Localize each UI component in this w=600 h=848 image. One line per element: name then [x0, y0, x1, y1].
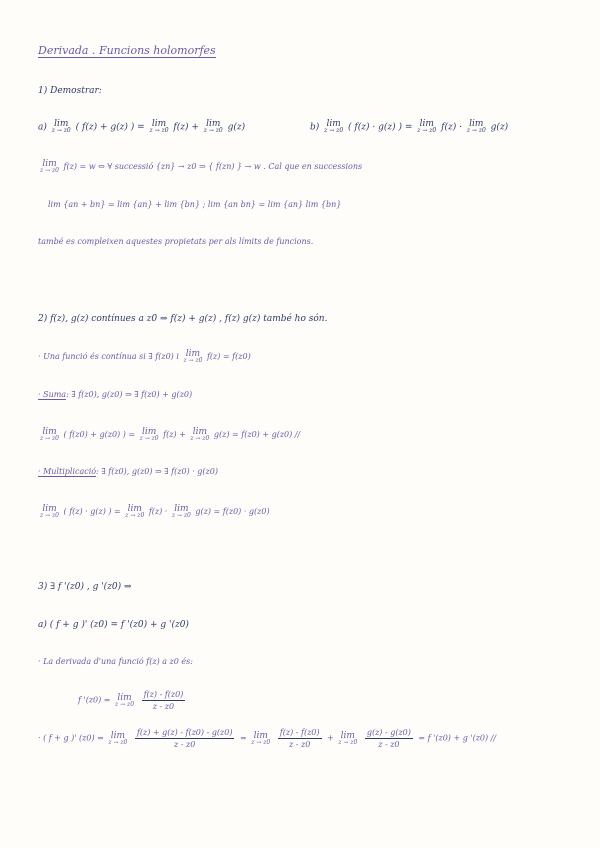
sum-lim-end: g(z) = f(z0) + g(z0) // [213, 429, 301, 439]
limit-symbol: lim z → z0 [203, 119, 223, 135]
final-plus: + [327, 733, 334, 743]
mul-lim-lhs: ( f(z) · g(z) ) = [63, 506, 121, 516]
sum-label: · Suma [38, 390, 67, 399]
s2-mul-limit [38, 505, 270, 518]
limit-symbol: lim z → z0 [149, 119, 169, 135]
limit-symbol: lim z → z0 [139, 427, 159, 443]
s3-derivative-formula [78, 690, 188, 711]
s2-def-end: f(z) = f(z0) [206, 351, 251, 361]
s1-part-a [38, 120, 245, 133]
s1-b-g: g(z) [490, 122, 509, 133]
limit-symbol: lim z → z0 [40, 504, 59, 520]
s1-b-f: f(z) · [441, 122, 462, 133]
s1-b-label: b) [310, 122, 320, 133]
limit-symbol: lim z → z0 [40, 159, 59, 175]
limit-symbol: lim z → z0 [171, 504, 191, 520]
limit-symbol: lim z → z0 [338, 730, 358, 746]
s2-def-start: · Una funció és contínua si ∃ f(z0) i [38, 351, 179, 361]
mul-lim-end: g(z) = f(z0) · g(z0) [195, 506, 270, 516]
page-title [38, 44, 216, 57]
s1-part-b [310, 120, 508, 133]
limit-symbol: lim z → z0 [108, 730, 128, 746]
limit-symbol: lim z → z0 [324, 119, 344, 135]
section-2-heading: 2) f(z), g(z) contínues a z0 ⇒ f(z) + g(z) , f(z) g(z) també ho són. [38, 314, 328, 324]
s2-sum-limit [38, 428, 300, 441]
s1-a-lhs: ( f(z) + g(z) ) = [75, 122, 145, 133]
limit-symbol: lim z → z0 [51, 119, 71, 135]
final-fraction-3: $\frac{g(z) - g(z0)}{z - z0}$ [366, 728, 411, 749]
limit-symbol: lim z → z0 [125, 504, 145, 520]
section-3-heading: 3) ∃ f '(z0) , g '(z0) ⇒ [38, 582, 132, 592]
limit-symbol: lim z → z0 [183, 349, 203, 365]
limit-symbol: lim z → z0 [417, 119, 437, 135]
s1-limit-definition [38, 160, 362, 173]
s1-a-f: f(z) + [173, 122, 199, 133]
s2-continuity-def [38, 350, 251, 363]
limit-symbol: lim z → z0 [466, 119, 486, 135]
sum-lim-lhs: ( f(z0) + g(z0) ) = [63, 429, 136, 439]
s1-conclusion: també es compleixen aquestes propietats per als límits de funcions. [38, 237, 314, 246]
limit-symbol: lim z → z0 [190, 427, 210, 443]
final-fraction-1: $\frac{f(z) + g(z) - f(z0) - g(z0)}{z - z0}$ [136, 728, 233, 749]
section-1-heading: 1) Demostrar: [38, 86, 102, 96]
title-text: Derivada . Funcions holomorfes [38, 44, 216, 57]
s1-b-lhs: ( f(z) · g(z) ) = [348, 122, 413, 133]
mul-lim-mid: f(z) · [148, 506, 168, 516]
final-equals: = [240, 733, 247, 743]
deriv-fraction: $\frac{f(z) - f(z0)}{z - z0}$ [143, 690, 184, 711]
final-fraction-2: $\frac{f(z) - f(z0)}{z - z0}$ [279, 728, 320, 749]
limit-symbol: lim z → z0 [40, 427, 59, 443]
s2-mul-line [38, 467, 218, 476]
sum-lim-mid: f(z) + [163, 429, 186, 439]
sum-text: : ∃ f(z0), g(z0) ⇒ ∃ f(z0) + g(z0) [66, 390, 193, 399]
s1-sequence-properties: lim {an + bn} = lim {an} + lim {bn} ; lim {an bn} = lim {an} lim {bn} [48, 200, 342, 209]
limit-symbol: lim z → z0 [251, 730, 271, 746]
s3-part-a: a) ( f + g )' (z0) = f '(z0) + g '(z0) [38, 620, 189, 630]
s3-derivative-def: · La derivada d'una funció f(z) a z0 és: [38, 657, 193, 666]
deriv-lhs: f '(z0) = [78, 695, 111, 705]
final-lhs: · ( f + g )' (z0) = [38, 733, 104, 743]
mul-label: · Multiplicació [38, 467, 97, 476]
final-end: = f '(z0) + g '(z0) // [418, 733, 497, 743]
limit-symbol: lim z → z0 [115, 692, 135, 708]
s1-a-label: a) [38, 122, 47, 133]
s2-sum-line [38, 390, 192, 399]
s1-definition-text: f(z) = w ⇔ ∀ successió {zn} → z0 ⇒ { f(zn) } → w . Cal que en successions [63, 161, 363, 171]
mul-text: : ∃ f(z0), g(z0) ⇒ ∃ f(z0) · g(z0) [96, 467, 218, 476]
s1-a-g: g(z) [227, 122, 246, 133]
s3-final-derivation [38, 728, 496, 749]
